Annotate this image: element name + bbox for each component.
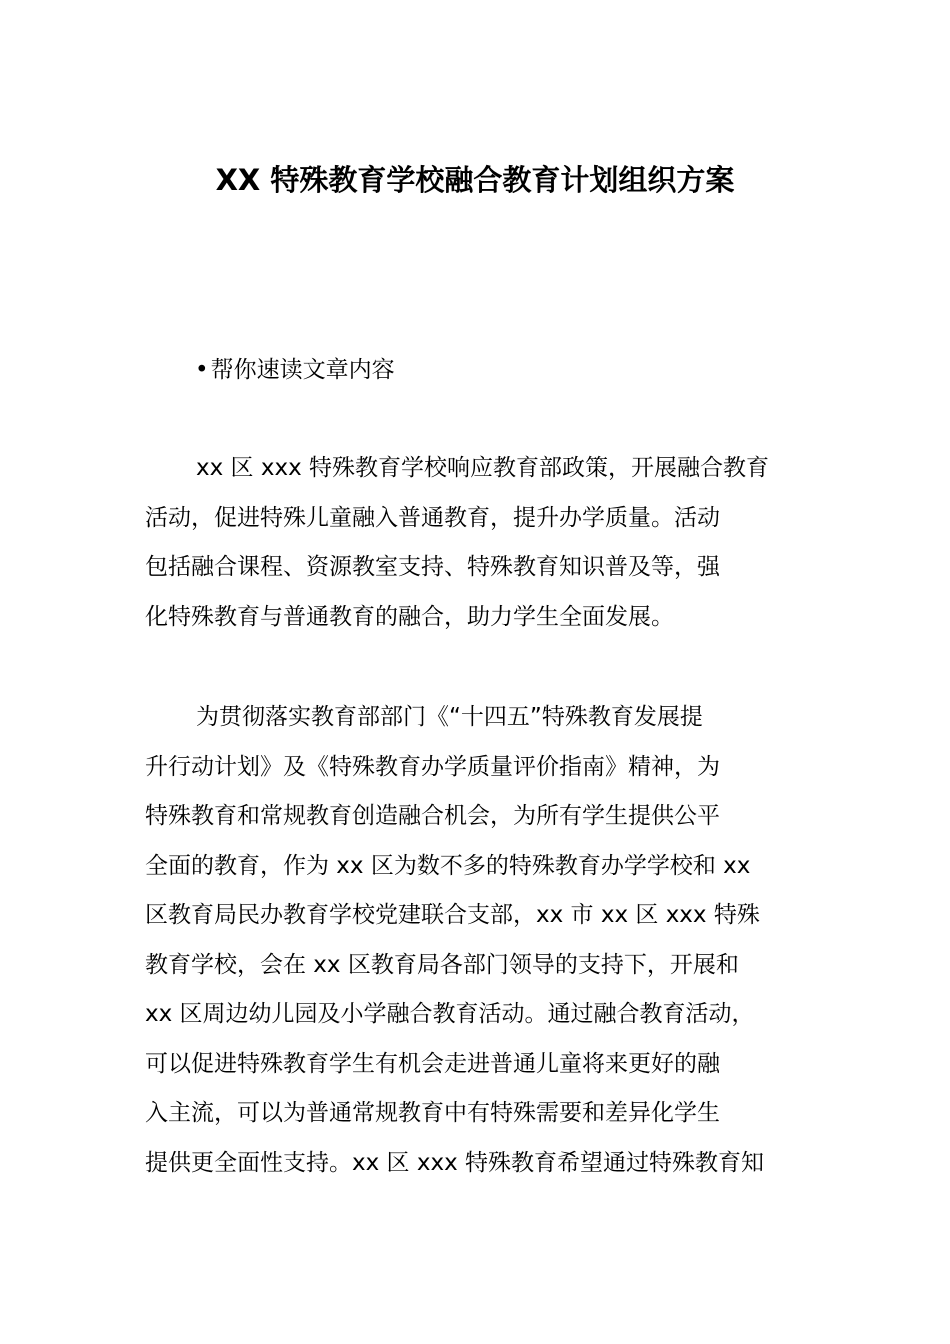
- document-title: XX 特殊教育学校融合教育计划组织方案: [215, 163, 735, 197]
- summary-heading-text: 帮你速读文章内容: [210, 357, 395, 383]
- paragraph-line: 区教育局民办教育学校党建联合支部，xx 市 xx 区 xxx 特殊: [145, 902, 760, 928]
- paragraph-line: 全面的教育，作为 xx 区为数不多的特殊教育办学学校和 xx: [145, 852, 751, 879]
- paragraph-line: 可以促进特殊教育学生有机会走进普通儿童将来更好的融: [145, 1050, 720, 1077]
- paragraph-line: 包括融合课程、资源教室支持、特殊教育知识普及等，强: [145, 554, 720, 580]
- paragraph-body: [145, 693, 835, 1188]
- summary-heading: [195, 350, 395, 390]
- paragraph-summary: [145, 444, 835, 642]
- paragraph-line: 升行动计划》及《特殊教育办学质量评价指南》精神，为: [145, 753, 720, 780]
- paragraph-line: 入主流，可以为普通常规教育中有特殊需要和差异化学生: [145, 1100, 720, 1126]
- paragraph-line: xx 区周边幼儿园及小学融合教育活动。通过融合教育活动，: [145, 1001, 755, 1027]
- paragraph-line: 提供更全面性支持。xx 区 xxx 特殊教育希望通过特殊教育知: [145, 1149, 764, 1176]
- bullet-icon: •: [195, 357, 209, 383]
- paragraph-line: 特殊教育和常规教育创造融合机会，为所有学生提供公平: [145, 803, 720, 829]
- paragraph-line: 化特殊教育与普通教育的融合，助力学生全面发展。: [145, 603, 674, 630]
- paragraph-line: 为贯彻落实教育部部门《“十四五”特殊教育发展提: [196, 704, 703, 730]
- paragraph-line: 教育学校，会在 xx 区教育局各部门领导的支持下，开展和: [145, 951, 739, 978]
- paragraph-line: 活动，促进特殊儿童融入普通教育，提升办学质量。活动: [145, 504, 720, 531]
- paragraph-line: xx 区 xxx 特殊教育学校响应教育部政策，开展融合教育: [196, 455, 769, 481]
